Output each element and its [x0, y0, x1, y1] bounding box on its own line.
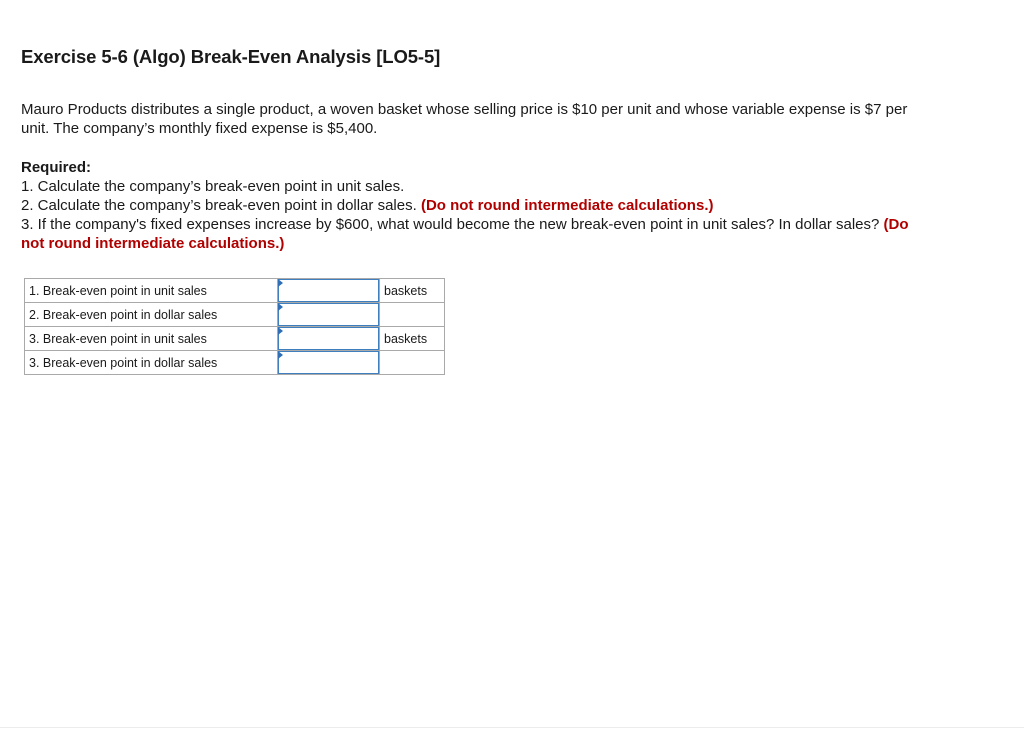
requirement-3-text: 3. If the company's fixed expenses increase by $600, what would become the new break-even point in unit sales? In dollar sales? — [21, 216, 880, 233]
unit-label — [380, 303, 445, 327]
requirement-3 — [21, 215, 1006, 253]
requirement-3-note-a: (Do — [883, 216, 909, 233]
requirement-3-note-b: not round intermediate calculations.) — [21, 235, 285, 252]
unit-label: baskets — [380, 327, 445, 351]
answer-input-new-unit-sales[interactable] — [278, 327, 379, 350]
requirements — [21, 158, 1006, 253]
answer-input-dollar-sales[interactable] — [278, 303, 379, 326]
divider — [0, 727, 1024, 728]
table-row — [25, 279, 445, 303]
problem-statement — [21, 100, 1006, 138]
exercise-title: Exercise 5-6 (Algo) Break-Even Analysis [LO5-5] — [21, 46, 441, 67]
answer-label: 3. Break-even point in unit sales — [25, 327, 278, 351]
answer-input-new-dollar-sales[interactable] — [278, 351, 379, 374]
table-row — [25, 303, 445, 327]
answer-table — [24, 278, 445, 375]
answer-input-unit-sales[interactable] — [278, 279, 379, 302]
input-flag-icon — [278, 351, 283, 359]
requirement-2-note: (Do not round intermediate calculations.) — [420, 197, 714, 214]
answer-label: 2. Break-even point in dollar sales — [25, 303, 278, 327]
table-row — [25, 327, 445, 351]
input-flag-icon — [278, 279, 283, 287]
input-flag-icon — [278, 327, 283, 335]
problem-line-1: Mauro Products distributes a single product, a woven basket whose selling price is $10 per unit and whose variable expense is $7 per — [21, 101, 908, 118]
unit-label — [380, 351, 445, 375]
requirement-2-text: 2. Calculate the company’s break-even point in dollar sales. — [21, 197, 417, 214]
problem-line-2: unit. The company’s monthly fixed expense is $5,400. — [21, 120, 378, 137]
input-flag-icon — [278, 303, 283, 311]
answer-label: 1. Break-even point in unit sales — [25, 279, 278, 303]
requirement-2 — [21, 196, 1006, 215]
answer-label: 3. Break-even point in dollar sales — [25, 351, 278, 375]
table-row — [25, 351, 445, 375]
required-heading: Required: — [21, 159, 92, 176]
unit-label: baskets — [380, 279, 445, 303]
requirement-1: 1. Calculate the company’s break-even point in unit sales. — [21, 178, 405, 195]
